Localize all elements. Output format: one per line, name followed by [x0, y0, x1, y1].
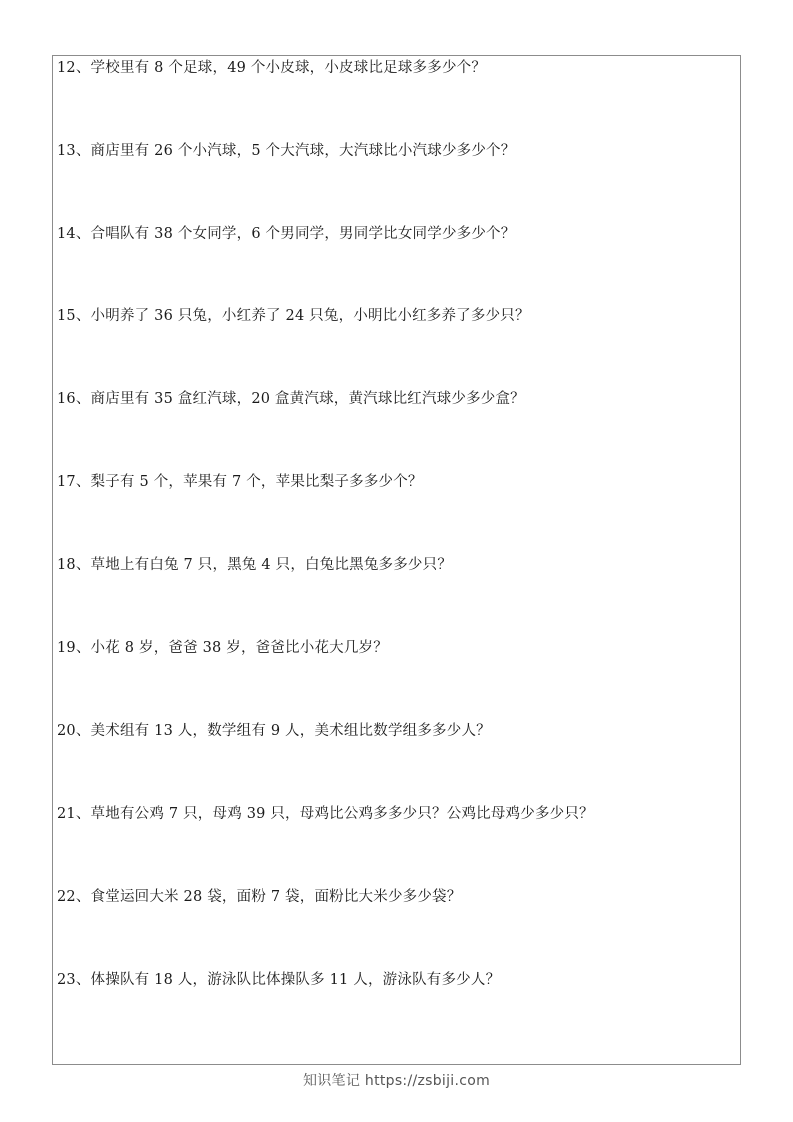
question-18: 18、草地上有白兔 7 只，黑兔 4 只，白兔比黑兔多多少只？ — [57, 557, 453, 573]
question-19: 19、小花 8 岁，爸爸 38 岁，爸爸比小花大几岁？ — [57, 640, 388, 656]
question-12: 12、学校里有 8 个足球，49 个小皮球，小皮球比足球多多少个？ — [57, 60, 487, 76]
question-22: 22、食堂运回大米 28 袋，面粉 7 袋，面粉比大米少多少袋？ — [57, 889, 462, 905]
footer-watermark: 知识笔记 https://zsbiji.com — [302, 1073, 491, 1089]
question-23: 23、体操队有 18 人，游泳队比体操队多 11 人，游泳队有多少人？ — [57, 972, 501, 988]
question-21: 21、草地有公鸡 7 只，母鸡 39 只，母鸡比公鸡多多少只？公鸡比母鸡少多少只？ — [57, 806, 594, 822]
question-16: 16、商店里有 35 盒红汽球，20 盒黄汽球，黄汽球比红汽球少多少盒？ — [57, 391, 525, 407]
question-13: 13、商店里有 26 个小汽球，5 个大汽球，大汽球比小汽球少多少个？ — [57, 143, 516, 159]
question-15: 15、小明养了 36 只兔，小红养了 24 只兔，小明比小红多养了多少只？ — [57, 308, 530, 324]
question-20: 20、美术组有 13 人，数学组有 9 人，美术组比数学组多多少人？ — [57, 723, 491, 739]
question-14: 14、合唱队有 38 个女同学，6 个男同学，男同学比女同学少多少个？ — [57, 226, 516, 242]
question-17: 17、梨子有 5 个，苹果有 7 个，苹果比梨子多多少个？ — [57, 474, 423, 490]
